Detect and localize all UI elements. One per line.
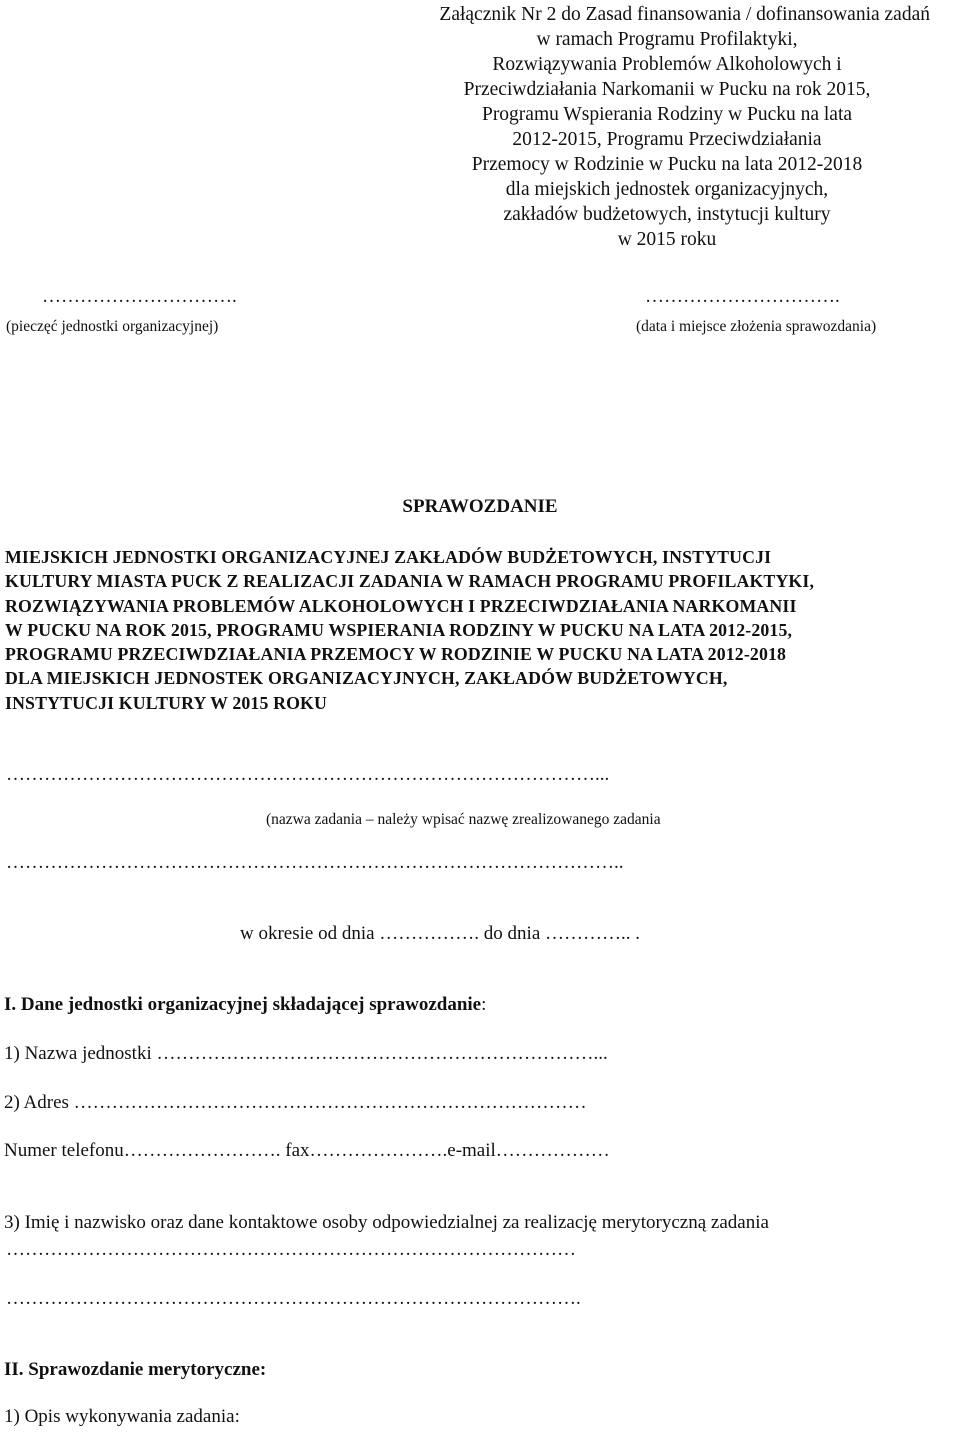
subtitle-line: ROZWIĄZYWANIA PROBLEMÓW ALKOHOLOWYCH I PRZECIWDZIAŁANIA NARKOMANII xyxy=(5,595,797,616)
stamp-label: (pieczęć jednostki organizacyjnej) xyxy=(6,318,219,335)
section-2-heading: II. Sprawozdanie merytoryczne: xyxy=(4,1359,267,1380)
section-1-heading-colon: : xyxy=(481,994,487,1015)
task-name-dots: …………………………………………………………………………………... xyxy=(6,764,610,785)
task-description-label: 1) Opis wykonywania zadania: xyxy=(4,1406,240,1427)
date-place-label: (data i miejsce złożenia sprawozdania) xyxy=(636,318,877,335)
contact-phone-fax-email: Numer telefonu……………………. fax………………….e-mail……………… xyxy=(4,1140,610,1161)
annex-line: Załącznik Nr 2 do Zasad finansowania / dofinansowania zadań xyxy=(439,4,930,25)
subtitle-line: PROGRAMU PRZECIWDZIAŁANIA PRZEMOCY W RODZINIE W PUCKU NA LATA 2012-2018 xyxy=(5,644,787,665)
section-1-heading-text: I. Dane jednostki organizacyjnej składającej sprawozdanie xyxy=(4,994,482,1015)
subtitle-line: MIEJSKICH JEDNOSTKI ORGANIZACYJNEJ ZAKŁADÓW BUDŻETOWYCH, INSTYTUCJI xyxy=(5,547,772,567)
unit-name-field: 1) Nazwa jednostki ……………………………………………………………... xyxy=(4,1043,608,1064)
task-name-label: (nazwa zadania – należy wpisać nazwę zrealizowanego zadania xyxy=(266,811,661,828)
task-period: w okresie od dnia ……………. do dnia ………….. . xyxy=(240,923,641,944)
subtitle-line: DLA MIEJSKICH JEDNOSTEK ORGANIZACYJNYCH, ZAKŁADÓW BUDŻETOWYCH, xyxy=(5,668,728,689)
annex-line: 2012-2015, Programu Przeciwdziałania xyxy=(512,129,822,150)
annex-line: Rozwiązywania Problemów Alkoholowych i xyxy=(492,54,842,75)
report-subtitle xyxy=(5,545,950,715)
subtitle-line: W PUCKU NA ROK 2015, PROGRAMU WSPIERANIA RODZINY W PUCKU NA LATA 2012-2015, xyxy=(5,619,793,640)
report-title: SPRAWOZDANIE xyxy=(402,496,558,517)
subtitle-line: INSTYTUCJI KULTURY W 2015 ROKU xyxy=(5,692,328,713)
annex-header xyxy=(392,2,942,252)
section-1-heading xyxy=(4,994,486,1016)
annex-line: w 2015 roku xyxy=(617,229,717,250)
stamp-dots: …………………………. xyxy=(42,286,237,307)
address-field: 2) Adres ……………………………………………………………………… xyxy=(4,1092,587,1113)
annex-line: Przemocy w Rodzinie w Pucku na lata 2012-2018 xyxy=(471,154,863,175)
annex-line: zakładów budżetowych, instytucji kultury xyxy=(503,204,831,225)
responsible-person-label: 3) Imię i nazwisko oraz dane kontaktowe osoby odpowiedzialnej za realizację merytoryczną zadania xyxy=(4,1212,769,1233)
responsible-person-dots-2: ………………………………………………………………………………. xyxy=(6,1288,581,1309)
annex-line: dla miejskich jednostek organizacyjnych, xyxy=(505,179,829,200)
task-name-dots-2: …………………………………………………………………………………….. xyxy=(6,852,624,873)
annex-line: w ramach Programu Profilaktyki, xyxy=(536,29,798,50)
date-place-dots: …………………………. xyxy=(645,286,840,307)
annex-line: Programu Wspierania Rodziny w Pucku na lata xyxy=(481,104,853,125)
annex-line: Przeciwdziałania Narkomanii w Pucku na rok 2015, xyxy=(463,79,871,100)
responsible-person-dots: ……………………………………………………………………………… xyxy=(6,1239,576,1260)
subtitle-line: KULTURY MIASTA PUCK Z REALIZACJI ZADANIA W RAMACH PROGRAMU PROFILAKTYKI, xyxy=(5,571,815,592)
